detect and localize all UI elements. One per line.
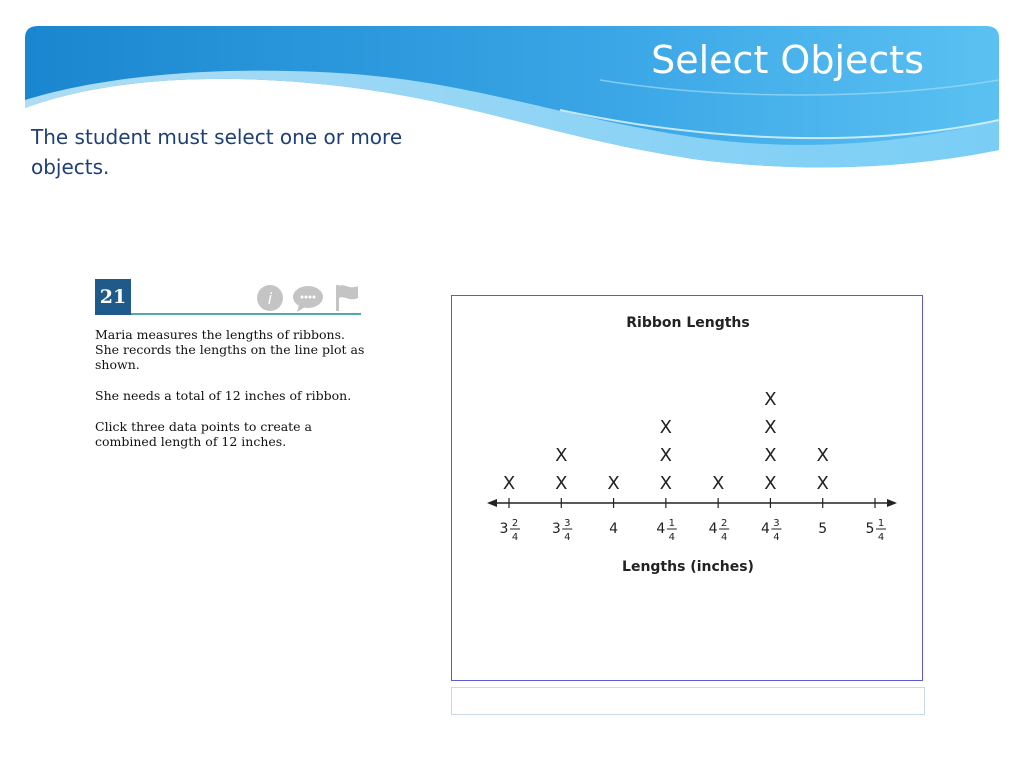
tick-label-numerator: 3 xyxy=(564,518,571,529)
answer-box[interactable] xyxy=(451,687,925,715)
data-point-x-mark[interactable]: X xyxy=(764,473,777,494)
slide-title: Select Objects xyxy=(651,38,924,82)
tick-label-denominator: 4 xyxy=(877,532,885,543)
data-point-x-mark[interactable]: X xyxy=(711,473,725,494)
tick-label xyxy=(709,518,729,543)
tick-label xyxy=(500,518,520,543)
data-point-x-mark[interactable]: X xyxy=(659,445,673,466)
x-axis-label: Lengths (inches) xyxy=(622,559,754,575)
data-point-x-mark[interactable]: X xyxy=(607,473,620,494)
data-point-x-mark[interactable]: X xyxy=(764,445,777,466)
data-point-x-mark[interactable]: X xyxy=(555,445,568,466)
info-icon[interactable] xyxy=(255,283,285,313)
tick-label-denominator: 4 xyxy=(668,532,676,543)
line-plot-panel xyxy=(451,295,923,681)
tick-label-whole: 4 xyxy=(760,521,770,537)
tick-label-whole: 4 xyxy=(609,521,619,537)
tick-label xyxy=(552,518,572,543)
question-panel xyxy=(95,279,365,479)
line-plot-chart xyxy=(452,296,921,679)
data-point-x-mark[interactable]: X xyxy=(764,417,777,438)
tick-label-denominator: 4 xyxy=(720,532,728,543)
tick-label xyxy=(761,518,781,543)
svg-text:i: i xyxy=(267,289,273,308)
question-number: 21 xyxy=(95,279,131,315)
tick-label xyxy=(866,518,886,543)
chart-title: Ribbon Lengths xyxy=(626,315,750,331)
question-paragraph: She needs a total of 12 inches of ribbon. xyxy=(95,388,352,403)
axis-arrow-left xyxy=(487,499,497,507)
question-text xyxy=(95,327,365,465)
tick-label-numerator: 3 xyxy=(773,518,780,529)
tick-label-denominator: 4 xyxy=(564,532,571,543)
tick-label xyxy=(818,521,827,537)
tick-label-whole: 5 xyxy=(865,521,875,537)
tick-label-denominator: 4 xyxy=(511,532,519,543)
tick-label-numerator: 2 xyxy=(720,518,728,529)
data-point-x-mark[interactable]: X xyxy=(659,473,673,494)
tick-group xyxy=(500,498,886,543)
tick-label-whole: 3 xyxy=(499,521,509,537)
tick-label xyxy=(656,518,676,543)
number-line xyxy=(487,499,897,507)
data-point-x-mark[interactable]: X xyxy=(659,417,673,438)
tick-label-whole: 4 xyxy=(656,521,666,537)
flag-icon[interactable] xyxy=(333,283,361,313)
data-point-x-mark[interactable]: X xyxy=(816,445,829,466)
question-paragraph: Maria measures the lengths of ribbons. She records the lengths on the line plot as shown. xyxy=(95,327,365,372)
tick-label-denominator: 4 xyxy=(773,532,780,543)
data-points xyxy=(503,389,829,494)
comment-icon[interactable] xyxy=(291,283,325,313)
tick-label-whole: 3 xyxy=(551,521,561,537)
tick-label-numerator: 2 xyxy=(511,518,519,529)
data-point-x-mark[interactable]: X xyxy=(816,473,829,494)
tick-label-numerator: 1 xyxy=(668,518,676,529)
data-point-x-mark[interactable]: X xyxy=(555,473,568,494)
tick-label xyxy=(609,521,618,537)
tick-label-whole: 4 xyxy=(708,521,718,537)
tick-label-whole: 5 xyxy=(818,521,828,537)
question-header-rule xyxy=(131,313,361,315)
data-point-x-mark[interactable]: X xyxy=(764,389,777,410)
slide-subtitle: The student must select one or more objects. xyxy=(31,125,403,179)
tick-label-numerator: 1 xyxy=(877,518,885,529)
data-point-x-mark[interactable]: X xyxy=(502,473,516,494)
axis-arrow-right xyxy=(887,499,897,507)
question-paragraph: Click three data points to create a combined length of 12 inches. xyxy=(95,419,313,449)
